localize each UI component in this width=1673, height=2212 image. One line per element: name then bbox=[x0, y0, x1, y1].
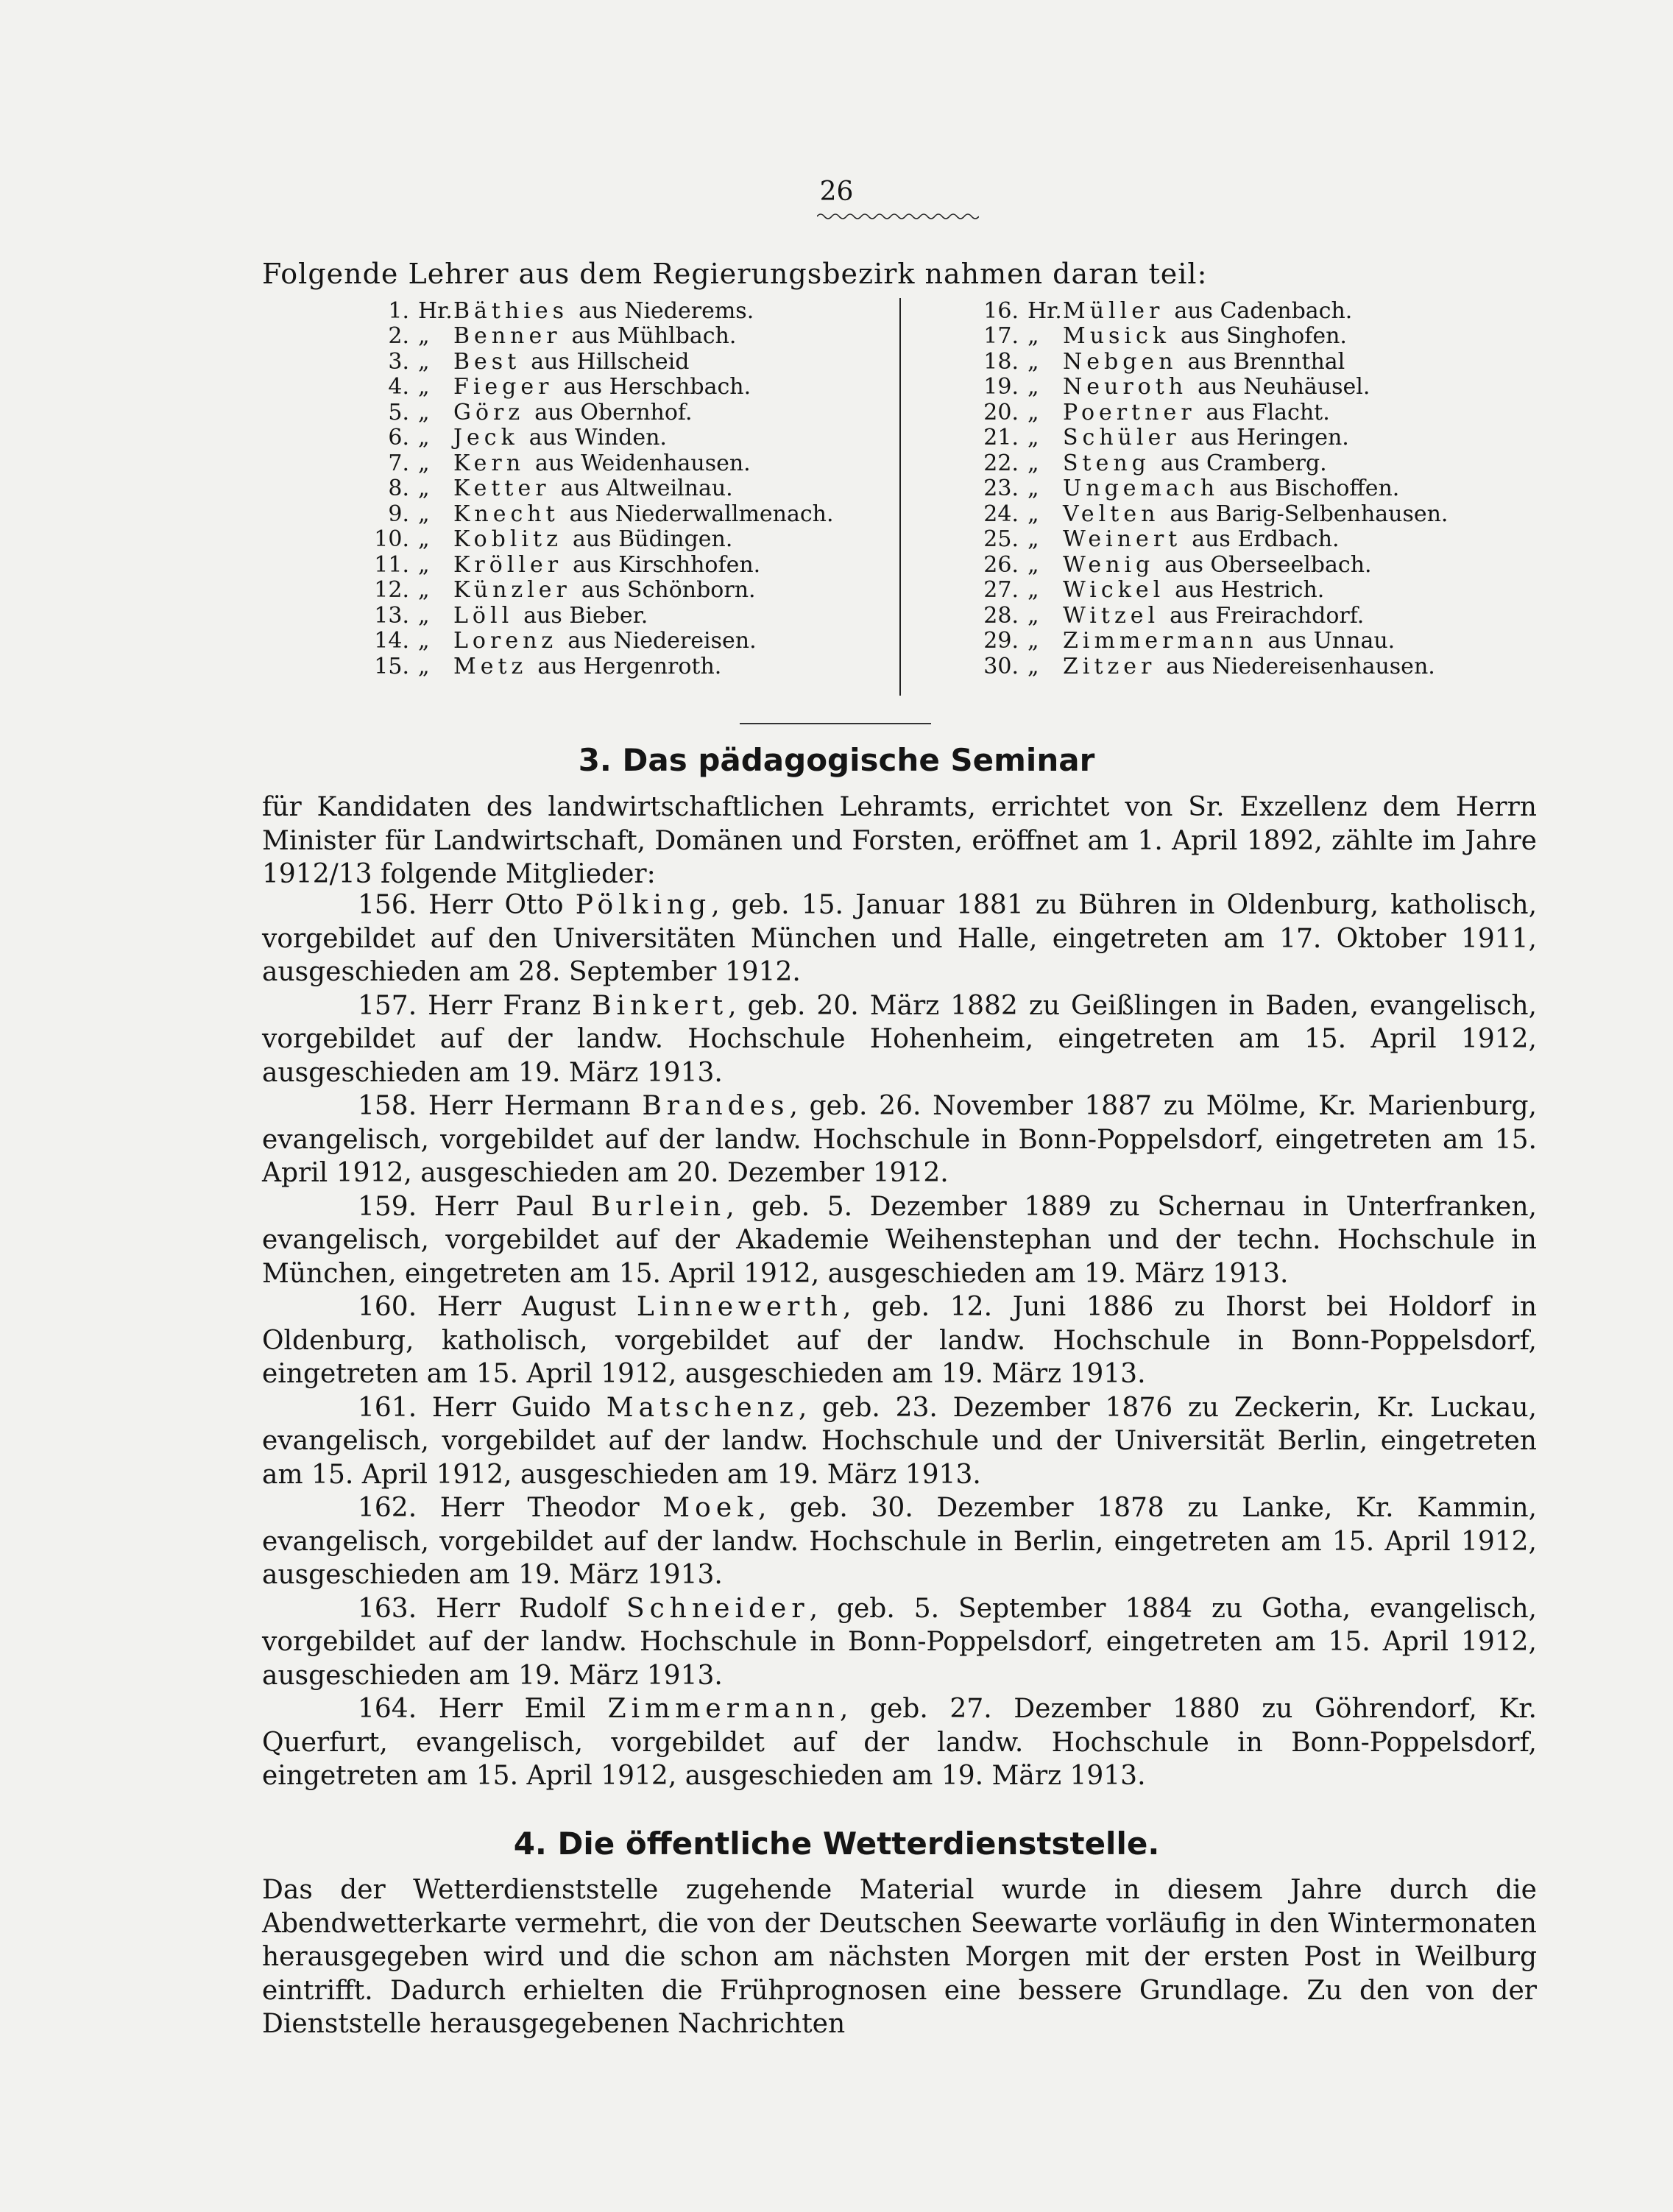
teacher-place: aus Cramberg. bbox=[1160, 450, 1327, 476]
teacher-place: aus Niedereisenhausen. bbox=[1166, 653, 1435, 679]
teacher-name: Wickel bbox=[1063, 577, 1165, 604]
teacher-number: 10. bbox=[374, 526, 409, 553]
teacher-name: Musick bbox=[1063, 323, 1171, 350]
teacher-title: „ bbox=[1028, 577, 1039, 604]
member-prefix: 161. Herr Guido bbox=[358, 1392, 591, 1423]
teacher-name: Velten bbox=[1063, 501, 1160, 527]
teacher-place: aus Singhofen. bbox=[1181, 323, 1347, 350]
member-surname: Brandes bbox=[642, 1091, 790, 1121]
teacher-name: Benner bbox=[453, 323, 562, 350]
teacher-title: „ bbox=[418, 323, 430, 350]
teacher-place: aus Heringen. bbox=[1190, 425, 1349, 451]
teacher-row bbox=[344, 450, 963, 476]
teacher-number: 4. bbox=[388, 374, 409, 400]
teacher-name: Weinert bbox=[1063, 526, 1182, 553]
member-entry bbox=[262, 1692, 1537, 1793]
section-4-body-text: Das der Wetterdienststelle zugehende Material wurde in diesem Jahre durch die Abendwetterkarte vermehrt, die von der Deutschen Seewarte vorläufig in den Wintermonaten herausgegeben wird und die schon am nächsten Morgen mit der ersten Post in Weilburg eintrifft. Dadurch erhielten die Frühprognosen eine bessere Grundlage. Zu den von der Dienststelle herausgegebenen Nachrichten bbox=[262, 1875, 1537, 2039]
teacher-place: aus Herschbach. bbox=[563, 374, 751, 400]
section-divider bbox=[740, 723, 931, 724]
member-details: , geb. 12. Juni 1886 zu Ihorst bei Holdorf in Oldenburg, katholisch, vorgebildet auf der landw. Hochschule in Bonn-Poppelsdorf, eingetreten am 15. April 1912, ausgeschieden am 19. März 1913. bbox=[262, 1292, 1537, 1389]
teacher-title: Hr. bbox=[1028, 297, 1062, 324]
section-3-intro-text: für Kandidaten des landwirtschaftlichen Lehramts, errichtet von Sr. Exzellenz dem Herrn Minister für Landwirtschaft, Domänen und Forsten, eröffnet am 1. April 1892, zählte im Jahre 1912/13 folgende Mitglieder: bbox=[262, 792, 1537, 889]
teacher-name: Best bbox=[453, 348, 521, 375]
member-entry bbox=[262, 1592, 1537, 1693]
teacher-row bbox=[344, 298, 963, 324]
teacher-place: aus Brennthal bbox=[1187, 348, 1345, 375]
teacher-place: aus Niederems. bbox=[579, 297, 754, 324]
teachers-list-left bbox=[344, 298, 963, 679]
teacher-number: 6. bbox=[388, 425, 409, 451]
teacher-name: Koblitz bbox=[453, 526, 562, 553]
teacher-title: Hr. bbox=[418, 297, 453, 324]
teacher-place: aus Unnau. bbox=[1267, 628, 1396, 654]
teacher-name: Kröller bbox=[453, 551, 563, 578]
member-details: , geb. 5. September 1884 zu Gotha, evangelisch, vorgebildet auf der landw. Hochschule in Bonn-Poppelsdorf, eingetreten am 15. April 1912, ausgeschieden am 19. März 1913. bbox=[262, 1593, 1537, 1691]
teacher-number: 17. bbox=[983, 323, 1019, 350]
teacher-row bbox=[954, 349, 1572, 375]
member-details: , geb. 26. November 1887 zu Mölme, Kr. Marienburg, evangelisch, vorgebildet auf der landw. Hochschule in Bonn-Poppelsdorf, eingetreten am 15. April 1912, ausgeschieden am 20. Dezember 1912. bbox=[262, 1091, 1537, 1188]
member-prefix: 162. Herr Theodor bbox=[358, 1493, 640, 1523]
member-entry bbox=[262, 989, 1537, 1090]
teacher-place: aus Hestrich. bbox=[1175, 577, 1325, 604]
member-surname: Schneider bbox=[626, 1593, 810, 1624]
wavy-ornament-icon bbox=[817, 211, 979, 222]
teacher-title: „ bbox=[418, 501, 430, 527]
teacher-number: 13. bbox=[374, 602, 409, 629]
teacher-row bbox=[344, 578, 963, 604]
teacher-number: 14. bbox=[374, 628, 409, 654]
member-entry bbox=[262, 1089, 1537, 1190]
teacher-place: aus Kirschhofen. bbox=[573, 551, 761, 578]
teacher-title: „ bbox=[418, 425, 430, 451]
teacher-title: „ bbox=[1028, 476, 1039, 502]
teacher-title: „ bbox=[1028, 425, 1039, 451]
teacher-row bbox=[954, 552, 1572, 578]
member-prefix: 157. Herr Franz bbox=[358, 990, 581, 1021]
teacher-name: Schüler bbox=[1063, 425, 1181, 451]
teacher-number: 20. bbox=[983, 399, 1019, 425]
member-prefix: 163. Herr Rudolf bbox=[358, 1593, 608, 1624]
teacher-title: „ bbox=[418, 348, 430, 375]
teacher-row bbox=[344, 400, 963, 425]
teacher-place: aus Obernhof. bbox=[534, 399, 693, 425]
teacher-row bbox=[954, 578, 1572, 604]
teacher-title: „ bbox=[1028, 602, 1039, 629]
teacher-row bbox=[954, 324, 1572, 350]
teacher-name: Lorenz bbox=[453, 628, 558, 654]
teacher-title: „ bbox=[418, 628, 430, 654]
teacher-row bbox=[344, 552, 963, 578]
member-surname: Burlein bbox=[590, 1191, 726, 1222]
member-surname: Matschenz bbox=[606, 1392, 799, 1423]
section-4-heading: 4. Die öffentliche Wetterdienststelle. bbox=[513, 1826, 1160, 1862]
member-details: , geb. 30. Dezember 1878 zu Lanke, Kr. Kammin, evangelisch, vorgebildet auf der landw. Hochschule in Berlin, eingetreten am 15. April 1912, ausgeschieden am 19. März 1913. bbox=[262, 1493, 1537, 1590]
teacher-number: 24. bbox=[983, 501, 1019, 527]
teacher-place: aus Niederwallmenach. bbox=[569, 501, 834, 527]
member-surname: Moek bbox=[662, 1493, 758, 1523]
teacher-row bbox=[954, 400, 1572, 425]
teacher-row bbox=[954, 476, 1572, 502]
teacher-name: Wenig bbox=[1063, 551, 1155, 578]
teacher-number: 3. bbox=[388, 348, 409, 375]
teacher-title: „ bbox=[418, 653, 430, 679]
teacher-title: „ bbox=[418, 476, 430, 502]
teacher-title: „ bbox=[418, 551, 430, 578]
member-details: , geb. 5. Dezember 1889 zu Schernau in Unterfranken, evangelisch, vorgebildet auf der Akademie Weihenstephan und der techn. Hochschule in München, eingetreten am 15. April 1912, ausgeschieden am 19. März 1913. bbox=[262, 1191, 1537, 1289]
teacher-name: Nebgen bbox=[1063, 348, 1178, 375]
teacher-title: „ bbox=[418, 399, 430, 425]
member-list bbox=[262, 888, 1537, 1793]
member-surname: Pölking bbox=[575, 890, 712, 920]
teacher-place: aus Flacht. bbox=[1206, 399, 1330, 425]
teacher-name: Zitzer bbox=[1063, 653, 1156, 679]
member-details: , geb. 23. Dezember 1876 zu Zeckerin, Kr. Luckau, evangelisch, vorgebildet auf der landw. Hochschule und der Universität Berlin, eingetreten am 15. April 1912, ausgeschieden am 19. März 1913. bbox=[262, 1392, 1537, 1490]
teacher-place: aus Barig-Selbenhausen. bbox=[1170, 501, 1449, 527]
teacher-row bbox=[344, 527, 963, 553]
teacher-title: „ bbox=[1028, 399, 1039, 425]
teacher-name: Bäthies bbox=[453, 297, 569, 324]
member-entry bbox=[262, 1290, 1537, 1391]
teacher-place: aus Schönborn. bbox=[581, 577, 756, 604]
member-surname: Zimmermann bbox=[607, 1694, 840, 1724]
teacher-number: 16. bbox=[983, 297, 1019, 324]
teacher-place: aus Büdingen. bbox=[572, 526, 733, 553]
teacher-name: Müller bbox=[1063, 297, 1164, 324]
member-entry bbox=[262, 888, 1537, 989]
member-details: , geb. 15. Januar 1881 zu Bühren in Oldenburg, katholisch, vorgebildet auf den Universitäten München und Halle, eingetreten am 17. Oktober 1911, ausgeschieden am 28. September 1912. bbox=[262, 890, 1538, 987]
column-divider bbox=[899, 298, 901, 696]
teacher-place: aus Cadenbach. bbox=[1174, 297, 1353, 324]
teacher-number: 28. bbox=[983, 602, 1019, 629]
teacher-name: Künzler bbox=[453, 577, 571, 604]
teacher-row bbox=[954, 603, 1572, 629]
teacher-name: Metz bbox=[453, 653, 528, 679]
teacher-name: Jeck bbox=[453, 425, 519, 451]
teacher-row bbox=[954, 450, 1572, 476]
teacher-name: Görz bbox=[453, 399, 525, 425]
member-prefix: 156. Herr Otto bbox=[358, 890, 564, 920]
teacher-row bbox=[954, 501, 1572, 527]
teacher-row bbox=[954, 425, 1572, 451]
section-3-heading: 3. Das pädagogische Seminar bbox=[578, 742, 1095, 778]
teacher-title: „ bbox=[418, 602, 430, 629]
teacher-row bbox=[954, 527, 1572, 553]
teacher-title: „ bbox=[1028, 501, 1039, 527]
member-prefix: 164. Herr Emil bbox=[358, 1694, 586, 1724]
teacher-name: Ungemach bbox=[1063, 476, 1220, 502]
teacher-number: 18. bbox=[983, 348, 1019, 375]
teacher-name: Ketter bbox=[453, 476, 551, 502]
teacher-number: 23. bbox=[983, 476, 1019, 502]
teacher-title: „ bbox=[1028, 348, 1039, 375]
teacher-name: Neuroth bbox=[1063, 374, 1188, 400]
teacher-title: „ bbox=[1028, 628, 1039, 654]
teachers-intro: Folgende Lehrer aus dem Regierungsbezirk nahmen daran teil: bbox=[262, 258, 1208, 290]
teacher-place: aus Altweilnau. bbox=[560, 476, 733, 502]
teacher-place: aus Niedereisen. bbox=[567, 628, 757, 654]
teacher-number: 25. bbox=[983, 526, 1019, 553]
member-entry bbox=[262, 1190, 1537, 1291]
teacher-number: 27. bbox=[983, 577, 1019, 604]
teacher-title: „ bbox=[1028, 374, 1039, 400]
page-number: 26 bbox=[819, 177, 854, 207]
teacher-place: aus Erdbach. bbox=[1192, 526, 1340, 553]
teacher-row bbox=[344, 476, 963, 502]
teacher-place: aus Freirachdorf. bbox=[1170, 602, 1365, 629]
teacher-row bbox=[954, 654, 1572, 679]
teacher-place: aus Winden. bbox=[528, 425, 667, 451]
teacher-title: „ bbox=[1028, 653, 1039, 679]
member-entry bbox=[262, 1491, 1537, 1592]
member-prefix: 158. Herr Hermann bbox=[358, 1091, 631, 1121]
teacher-name: Fieger bbox=[453, 374, 553, 400]
member-surname: Binkert bbox=[592, 990, 729, 1021]
teacher-row bbox=[344, 425, 963, 451]
teacher-number: 30. bbox=[983, 653, 1019, 679]
teacher-title: „ bbox=[1028, 551, 1039, 578]
teacher-row bbox=[344, 501, 963, 527]
member-prefix: 159. Herr Paul bbox=[358, 1191, 574, 1222]
teacher-name: Steng bbox=[1063, 450, 1150, 476]
teacher-title: „ bbox=[418, 374, 430, 400]
teacher-number: 11. bbox=[374, 551, 409, 578]
teacher-title: „ bbox=[1028, 450, 1039, 476]
teacher-place: aus Hergenroth. bbox=[537, 653, 722, 679]
member-details: , geb. 20. März 1882 zu Geißlingen in Baden, evangelisch, vorgebildet auf der landw. Hochschule Hohenheim, eingetreten am 15. April 1912, ausgeschieden am 19. März 1913. bbox=[262, 990, 1537, 1088]
teacher-number: 9. bbox=[388, 501, 409, 527]
member-prefix: 160. Herr August bbox=[358, 1292, 617, 1322]
member-entry bbox=[262, 1391, 1537, 1492]
teacher-name: Witzel bbox=[1063, 602, 1160, 629]
member-details: , geb. 27. Dezember 1880 zu Göhrendorf, Kr. Querfurt, evangelisch, vorgebildet auf der landw. Hochschule in Bonn-Poppelsdorf, eingetreten am 15. April 1912, ausgeschieden am 19. März 1913. bbox=[262, 1694, 1537, 1791]
teacher-number: 29. bbox=[983, 628, 1019, 654]
teacher-row bbox=[344, 349, 963, 375]
teacher-number: 22. bbox=[983, 450, 1019, 476]
teacher-number: 2. bbox=[388, 323, 409, 350]
teacher-place: aus Bieber. bbox=[523, 602, 648, 629]
teacher-number: 1. bbox=[388, 297, 409, 324]
teacher-number: 15. bbox=[374, 653, 409, 679]
teacher-number: 5. bbox=[388, 399, 409, 425]
teacher-place: aus Mühlbach. bbox=[571, 323, 737, 350]
member-surname: Linnewerth bbox=[636, 1292, 843, 1322]
teacher-title: „ bbox=[418, 577, 430, 604]
teacher-number: 19. bbox=[983, 374, 1019, 400]
teacher-number: 8. bbox=[388, 476, 409, 502]
teacher-place: aus Hillscheid bbox=[531, 348, 690, 375]
teacher-name: Zimmermann bbox=[1063, 628, 1258, 654]
teacher-row bbox=[344, 324, 963, 350]
teacher-number: 12. bbox=[374, 577, 409, 604]
teacher-row bbox=[954, 298, 1572, 324]
teacher-title: „ bbox=[418, 526, 430, 553]
teacher-name: Löll bbox=[453, 602, 514, 629]
teacher-number: 26. bbox=[983, 551, 1019, 578]
teacher-name: Kern bbox=[453, 450, 526, 476]
teacher-place: aus Weidenhausen. bbox=[535, 450, 751, 476]
teacher-row bbox=[344, 375, 963, 400]
teacher-row bbox=[344, 629, 963, 654]
teacher-row bbox=[954, 629, 1572, 654]
teacher-row bbox=[344, 654, 963, 679]
section-3-intro bbox=[262, 791, 1537, 891]
teacher-title: „ bbox=[1028, 526, 1039, 553]
teacher-place: aus Oberseelbach. bbox=[1164, 551, 1372, 578]
teacher-place: aus Bischoffen. bbox=[1229, 476, 1400, 502]
teacher-title: „ bbox=[1028, 323, 1039, 350]
teacher-number: 21. bbox=[983, 425, 1019, 451]
teacher-name: Knecht bbox=[453, 501, 559, 527]
teacher-number: 7. bbox=[388, 450, 409, 476]
teacher-title: „ bbox=[418, 450, 430, 476]
teachers-list-right bbox=[954, 298, 1572, 679]
teacher-row bbox=[954, 375, 1572, 400]
teacher-row bbox=[344, 603, 963, 629]
teacher-place: aus Neuhäusel. bbox=[1198, 374, 1370, 400]
teacher-name: Poertner bbox=[1063, 399, 1196, 425]
section-4-body bbox=[262, 1873, 1537, 2041]
